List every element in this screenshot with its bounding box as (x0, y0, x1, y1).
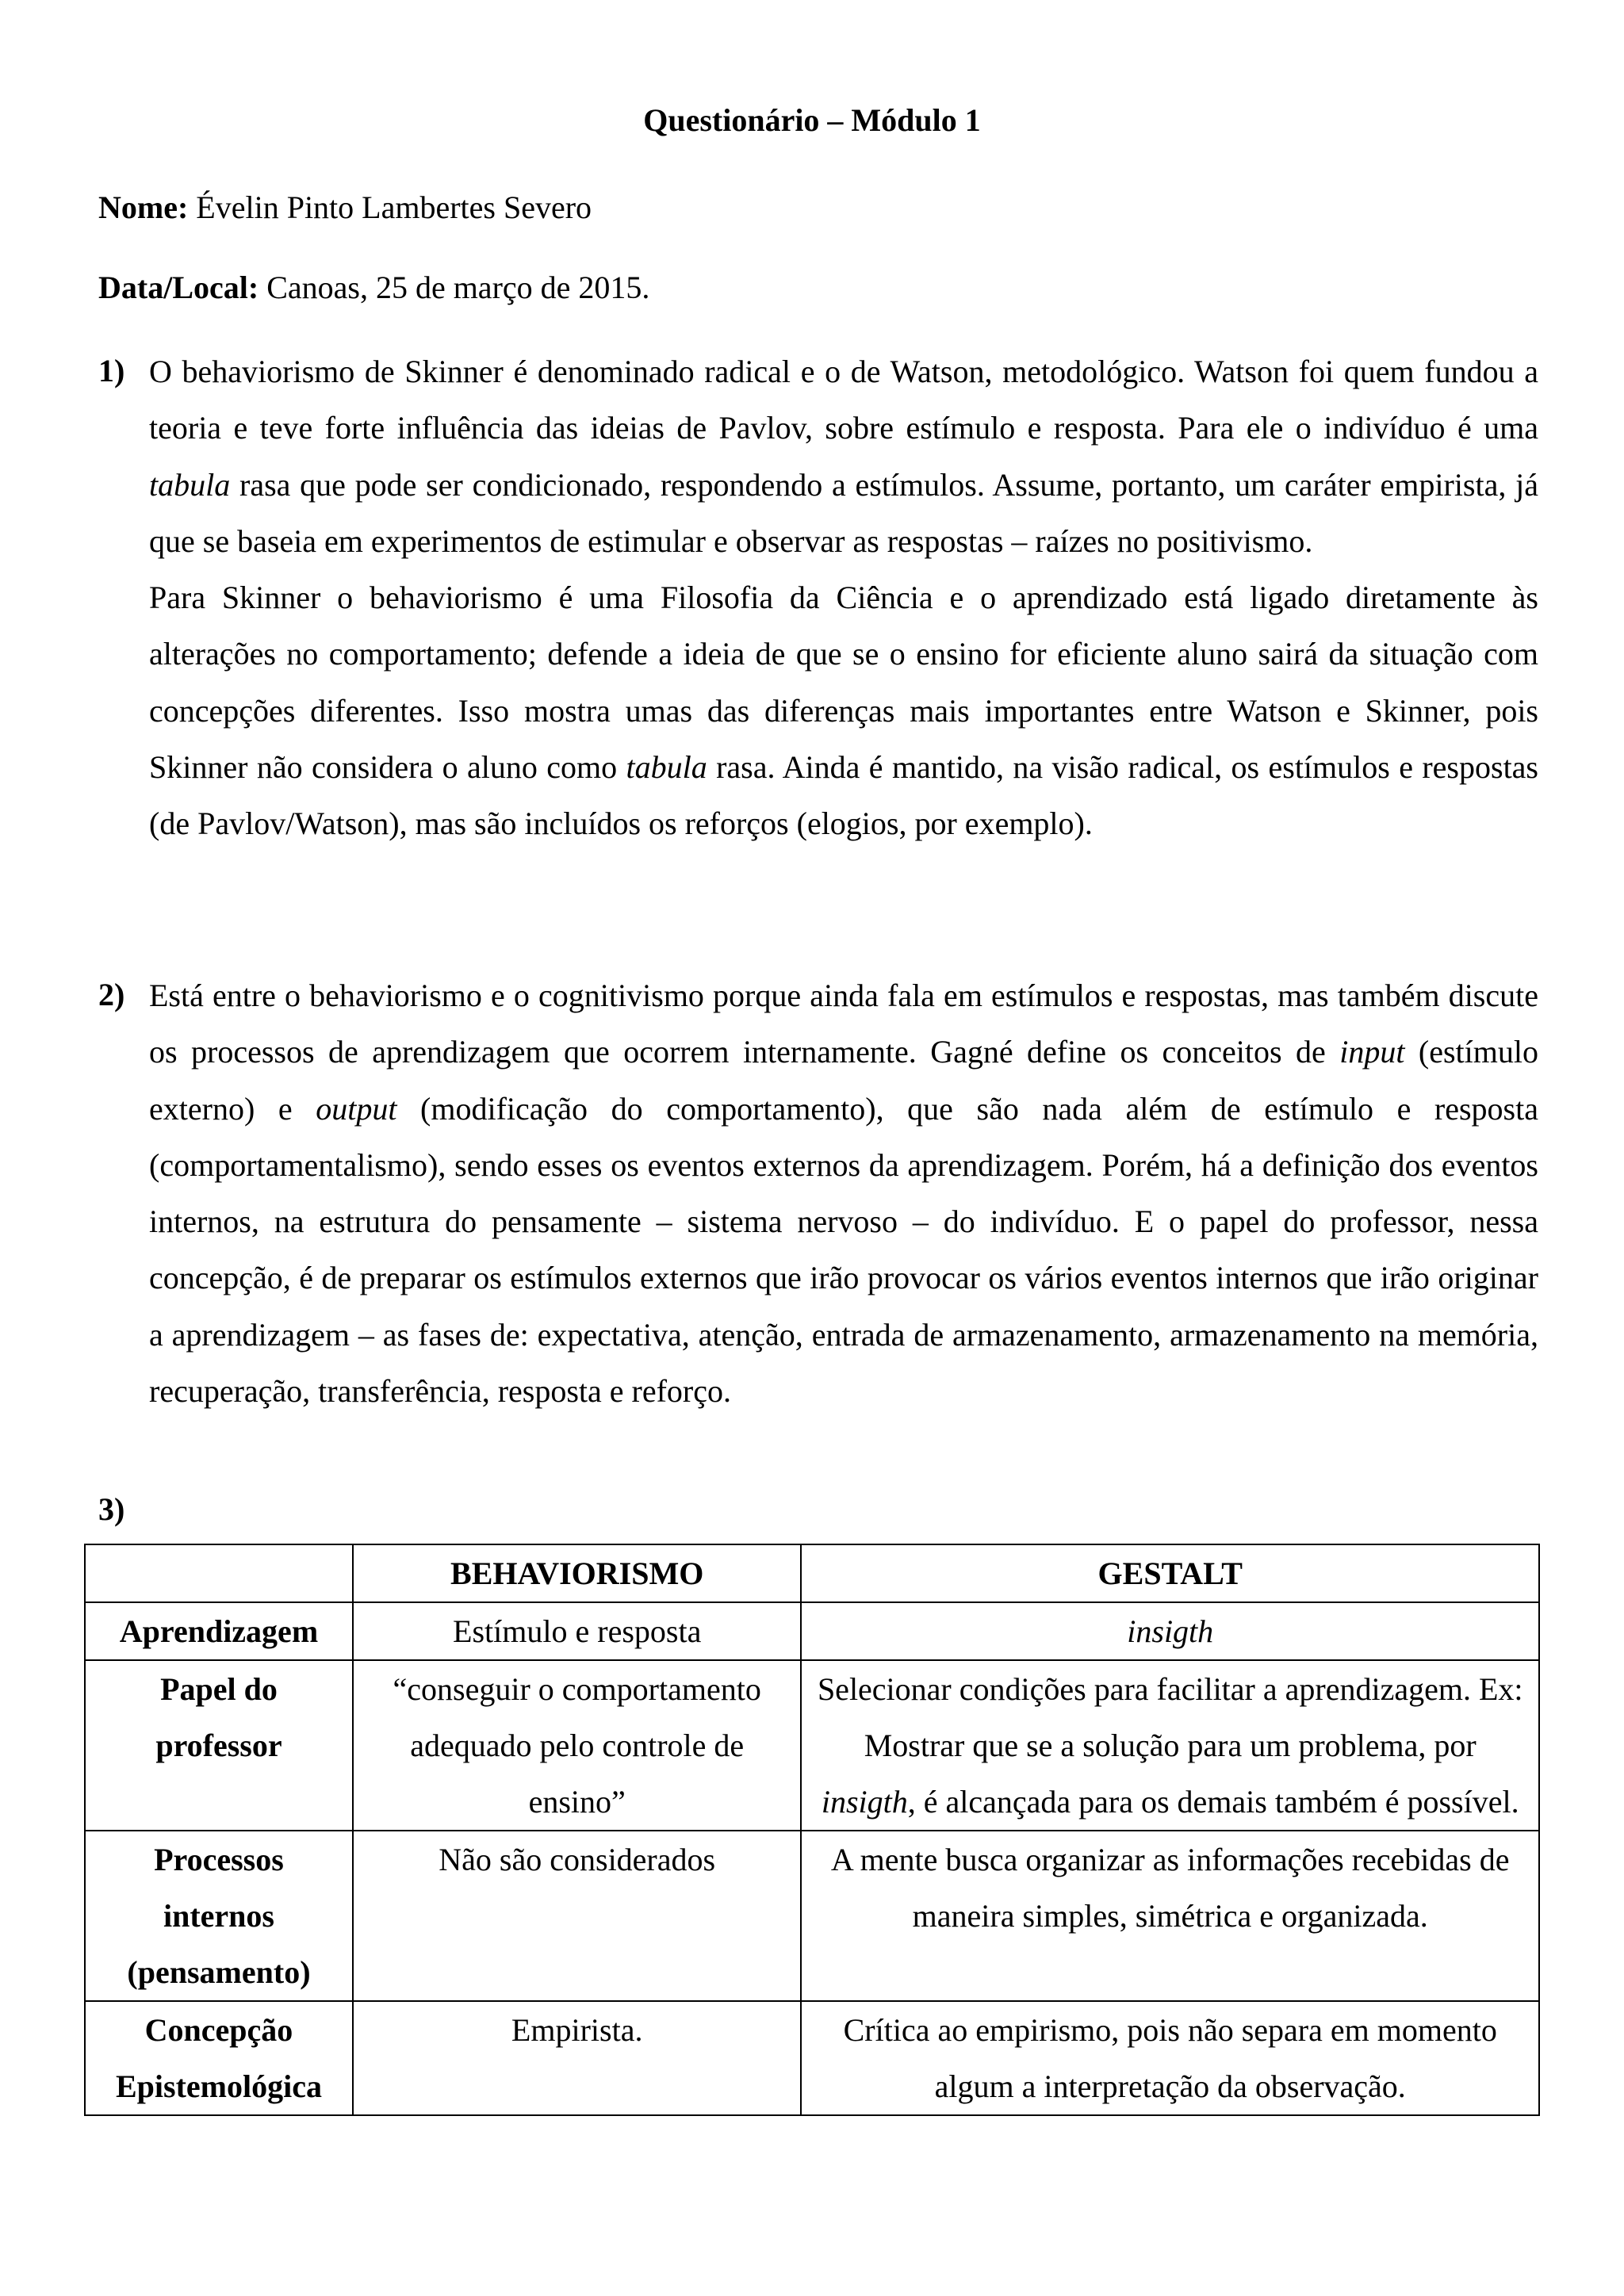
date-place-line (98, 264, 649, 312)
gestalt-papel-italic: insigth (821, 1784, 908, 1820)
table-row (85, 1831, 1539, 2001)
table-header-gestalt: GESTALT (801, 1544, 1539, 1602)
row-head-concepcao-epistemologica: Concepção Epistemológica (85, 2001, 353, 2115)
question-2-answer (149, 967, 1538, 1419)
gestalt-papel-text-b: , é alcançada para os demais também é possível. (907, 1784, 1519, 1820)
cell-gestalt-processos-internos: A mente busca organizar as informações recebidas de maneira simples, simétrica e organizada. (801, 1831, 1539, 2001)
document-title: Questionário – Módulo 1 (643, 102, 981, 138)
q1-p2-text-b: rasa. Ainda é mantido, na visão radical, os estímulos e respostas (de Pavlov/Watson), mas são incluídos os reforços (elogios, por exemplo). (149, 749, 1539, 842)
cell-behaviorismo-aprendizagem: Estímulo e resposta (353, 1602, 802, 1660)
q1-p2-text-a: Para Skinner o behaviorismo é uma Filosofia da Ciência e o aprendizado está ligado diretamente às alterações no comportamento; defende a ideia de que se o ensino for eficiente aluno sairá da situação com concepções diferentes. Isso mostra umas das diferenças mais importantes entre Watson e Skinner, pois Skinner não considera o aluno como (149, 580, 1538, 786)
cell-gestalt-aprendizagem: insigth (801, 1602, 1539, 1660)
cell-behaviorismo-concepcao: Empirista. (353, 2001, 802, 2115)
question-1-paragraph-1 (149, 343, 1538, 569)
table-header-behaviorismo: BEHAVIORISMO (353, 1544, 802, 1602)
name-label: Nome: (98, 189, 189, 225)
table-row (85, 1602, 1539, 1660)
table-header-row (85, 1544, 1539, 1602)
question-2-number: 2) (98, 977, 125, 1012)
q2-text-1: Está entre o behaviorismo e o cognitivismo porque ainda fala em estímulos e respostas, mas também discute os processos de aprendizagem que ocorrem internamente. Gagné define os conceitos de (149, 978, 1538, 1070)
row-head-processos-internos: Processos internos (pensamento) (85, 1831, 353, 2001)
table-row (85, 2001, 1539, 2115)
q2-text-3: (modificação do comportamento), que são nada além de estímulo e resposta (comportamentalismo), sendo esses os eventos externos da aprendizagem. Porém, há a definição dos eventos internos, na estrutura do pensamente – sistema nervoso – do indivíduo. E o papel do professor, nessa concepção, é de preparar os estímulos externos que irão provocar os vários eventos internos que irão originar a aprendizagem – as fases de: expectativa, atenção, entrada de armazenamento, armazenamento na memória, recuperação, transferência, resposta e reforço. (149, 1090, 1538, 1410)
q2-italic-input: input (1339, 1034, 1405, 1070)
cell-gestalt-papel-professor (801, 1660, 1539, 1831)
cell-gestalt-concepcao: Crítica ao empirismo, pois não separa em momento algum a interpretação da observação. (801, 2001, 1539, 2115)
q1-p1-text-a: O behaviorismo de Skinner é denominado radical e o de Watson, metodológico. Watson foi quem fundou a teoria e teve forte influência das ideias de Pavlov, sobre estímulo e resposta. Para ele o indivíduo é uma (149, 354, 1538, 446)
name-value: Évelin Pinto Lambertes Severo (188, 189, 592, 225)
question-2-paragraph (149, 967, 1538, 1419)
question-1-paragraph-2 (149, 569, 1538, 851)
table-header-empty (85, 1544, 353, 1602)
q1-p2-italic: tabula (626, 749, 707, 786)
date-place-value: Canoas, 25 de março de 2015. (259, 270, 650, 305)
q2-italic-output: output (316, 1090, 397, 1127)
date-place-label: Data/Local: (98, 270, 259, 305)
gestalt-papel-text-a: Selecionar condições para facilitar a aprendizagem. Ex: Mostrar que se a solução para um problema, por (817, 1671, 1523, 1763)
row-head-papel-professor: Papel do professor (85, 1660, 353, 1831)
name-line (98, 184, 592, 232)
q1-p1-text-b: rasa que pode ser condicionado, respondendo a estímulos. Assume, portanto, um caráter empirista, já que se baseia em experimentos de estimular e observar as respostas – raízes no positivismo. (149, 466, 1538, 559)
cell-behaviorismo-processos-internos: Não são considerados (353, 1831, 802, 2001)
cell-behaviorismo-papel-professor: “conseguir o comportamento adequado pelo controle de ensino” (353, 1660, 802, 1831)
question-1-number: 1) (98, 353, 125, 388)
q1-p1-italic: tabula (149, 466, 231, 503)
row-head-aprendizagem: Aprendizagem (85, 1602, 353, 1660)
table-row (85, 1660, 1539, 1831)
comparison-table (84, 1544, 1540, 2116)
question-1-answer (149, 343, 1538, 852)
q2-text-2: (estímulo externo) e (149, 1034, 1539, 1127)
question-3-number: 3) (98, 1491, 125, 1527)
